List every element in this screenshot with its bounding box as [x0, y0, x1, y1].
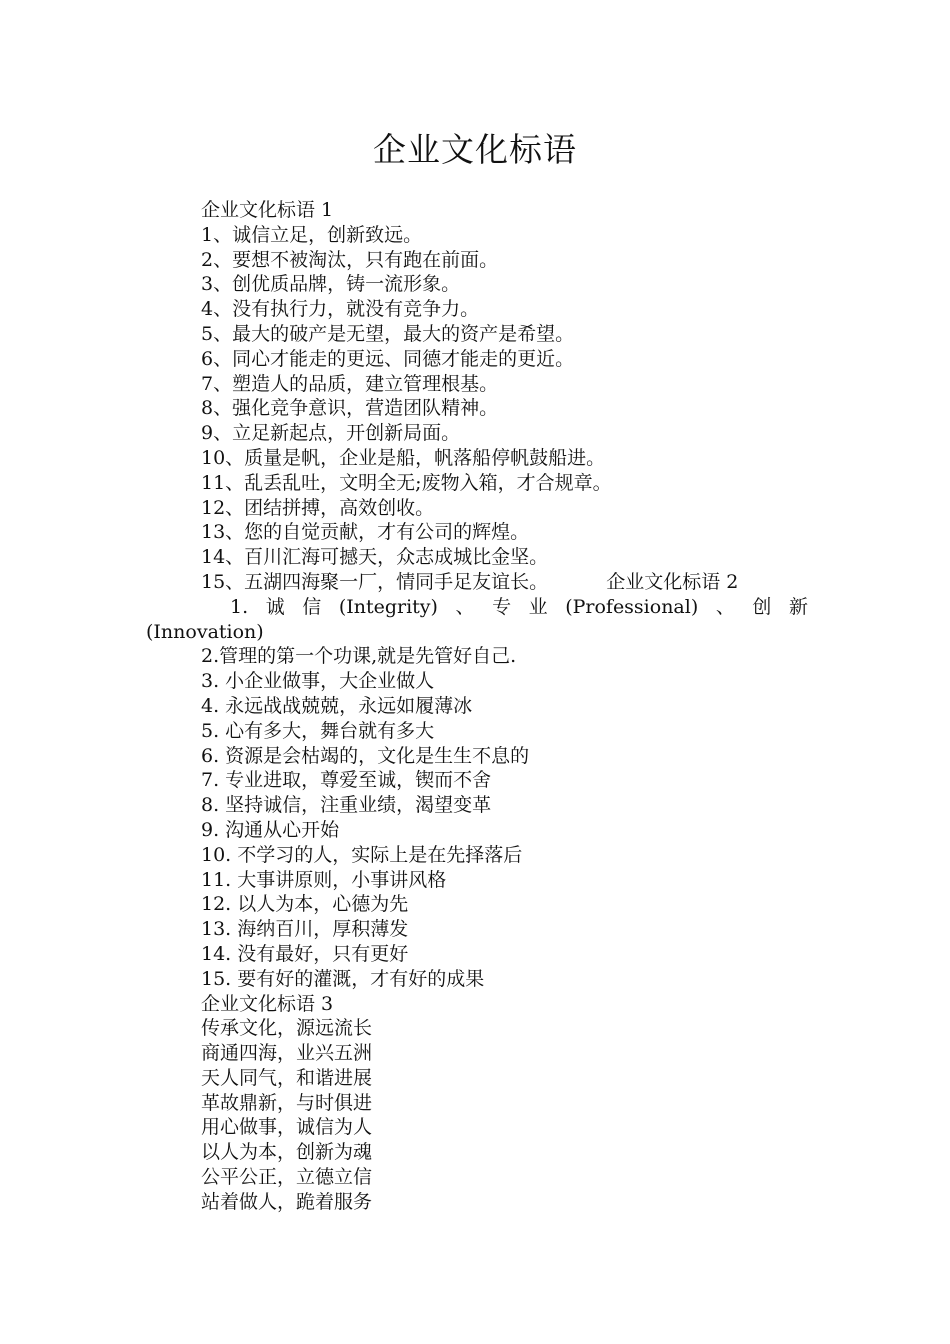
slogan-item: 2.管理的第一个功课,就是先管好自己.: [201, 645, 517, 668]
word: 1.: [230, 595, 249, 618]
slogan-item: 11、乱丢乱吐，文明全无;废物入箱，才合规章。: [201, 471, 612, 494]
document-body: [146, 198, 808, 1215]
slogan-item: 9、立足新起点，开创新局面。: [201, 422, 461, 445]
slogan-item: 7. 专业进取，尊爱至诚，锲而不舍: [201, 769, 492, 792]
slogan-item: 1、诚信立足，创新致远。: [201, 223, 423, 246]
word: (Integrity): [338, 595, 438, 618]
slogan-item: 8、强化竞争意识，营造团队精神。: [201, 397, 499, 420]
slogan-item: 10. 不学习的人，实际上是在先择落后: [201, 843, 523, 866]
slogan-item: 传承文化，源远流长: [201, 1017, 373, 1040]
slogan-item: 13. 海纳百川，厚积薄发: [201, 918, 409, 941]
slogan-item: 10、质量是帆，企业是船，帆落船停帆鼓船进。: [201, 446, 606, 469]
slogan-item: 14、百川汇海可撼天，众志成城比金坚。: [201, 546, 549, 569]
word: 新: [788, 595, 808, 618]
slogan-item: 7、塑造人的品质，建立管理根基。: [201, 372, 499, 395]
slogan-item: 4、没有执行力，就没有竞争力。: [201, 298, 480, 321]
slogan-item: 12. 以人为本，心德为先: [201, 893, 409, 916]
slogan-item: 12、团结拼搏，高效创收。: [201, 496, 435, 519]
slogan-item: 14. 没有最好，只有更好: [201, 942, 409, 965]
section-heading: 企业文化标语 1: [201, 199, 334, 221]
slogan-item: 3. 小企业做事，大企业做人: [201, 670, 435, 693]
word: 诚: [265, 595, 285, 618]
slogan-item-justified: [146, 595, 808, 620]
slogan-item-wrap: (Innovation): [146, 620, 264, 643]
slogan-item: 15、五湖四海聚一厂，情同手足友谊长。: [201, 570, 549, 593]
page-title: 企业文化标语: [373, 130, 577, 169]
slogan-item: 公平公正，立德立信: [201, 1166, 373, 1189]
slogan-item: 3、创优质品牌，铸一流形象。: [201, 273, 461, 296]
word: 、: [715, 595, 735, 618]
slogan-item: 13、您的自觉贡献，才有公司的辉煌。: [201, 521, 530, 544]
slogan-item: 9. 沟通从心开始: [201, 818, 340, 841]
slogan-item: 革故鼎新，与时俱进: [201, 1091, 373, 1114]
slogan-item-with-heading: [146, 570, 808, 595]
slogan-item: 2、要想不被淘汰，只有跑在前面。: [201, 248, 499, 271]
slogan-item: 6、同心才能走的更远、同德才能走的更近。: [201, 347, 575, 370]
slogan-item: 5. 心有多大，舞台就有多大: [201, 719, 435, 742]
word: 创: [752, 595, 772, 618]
word: 专: [492, 595, 512, 618]
slogan-item: 8. 坚持诚信，注重业绩，渴望变革: [201, 794, 492, 817]
slogan-item: 4. 永远战战兢兢，永远如履薄冰: [201, 694, 473, 717]
slogan-item: 商通四海，业兴五洲: [201, 1042, 373, 1065]
word: (Professional): [565, 595, 699, 618]
slogan-item: 11. 大事讲原则，小事讲风格: [201, 868, 447, 891]
slogan-item: 用心做事，诚信为人: [201, 1116, 373, 1139]
slogan-item: 站着做人，跪着服务: [201, 1190, 373, 1213]
slogan-item: 15. 要有好的灌溉，才有好的成果: [201, 967, 485, 990]
word: 信: [302, 595, 322, 618]
word: 业: [528, 595, 548, 618]
slogan-item: 5、最大的破产是无望，最大的资产是希望。: [201, 322, 575, 345]
slogan-item: 6. 资源是会枯竭的，文化是生生不息的: [201, 744, 530, 767]
section-heading: 企业文化标语 2: [606, 570, 739, 593]
slogan-item: 以人为本，创新为魂: [201, 1141, 373, 1164]
word: 、: [455, 595, 475, 618]
slogan-item: 天人同气，和谐进展: [201, 1066, 373, 1089]
section-heading: 企业文化标语 3: [201, 992, 334, 1015]
